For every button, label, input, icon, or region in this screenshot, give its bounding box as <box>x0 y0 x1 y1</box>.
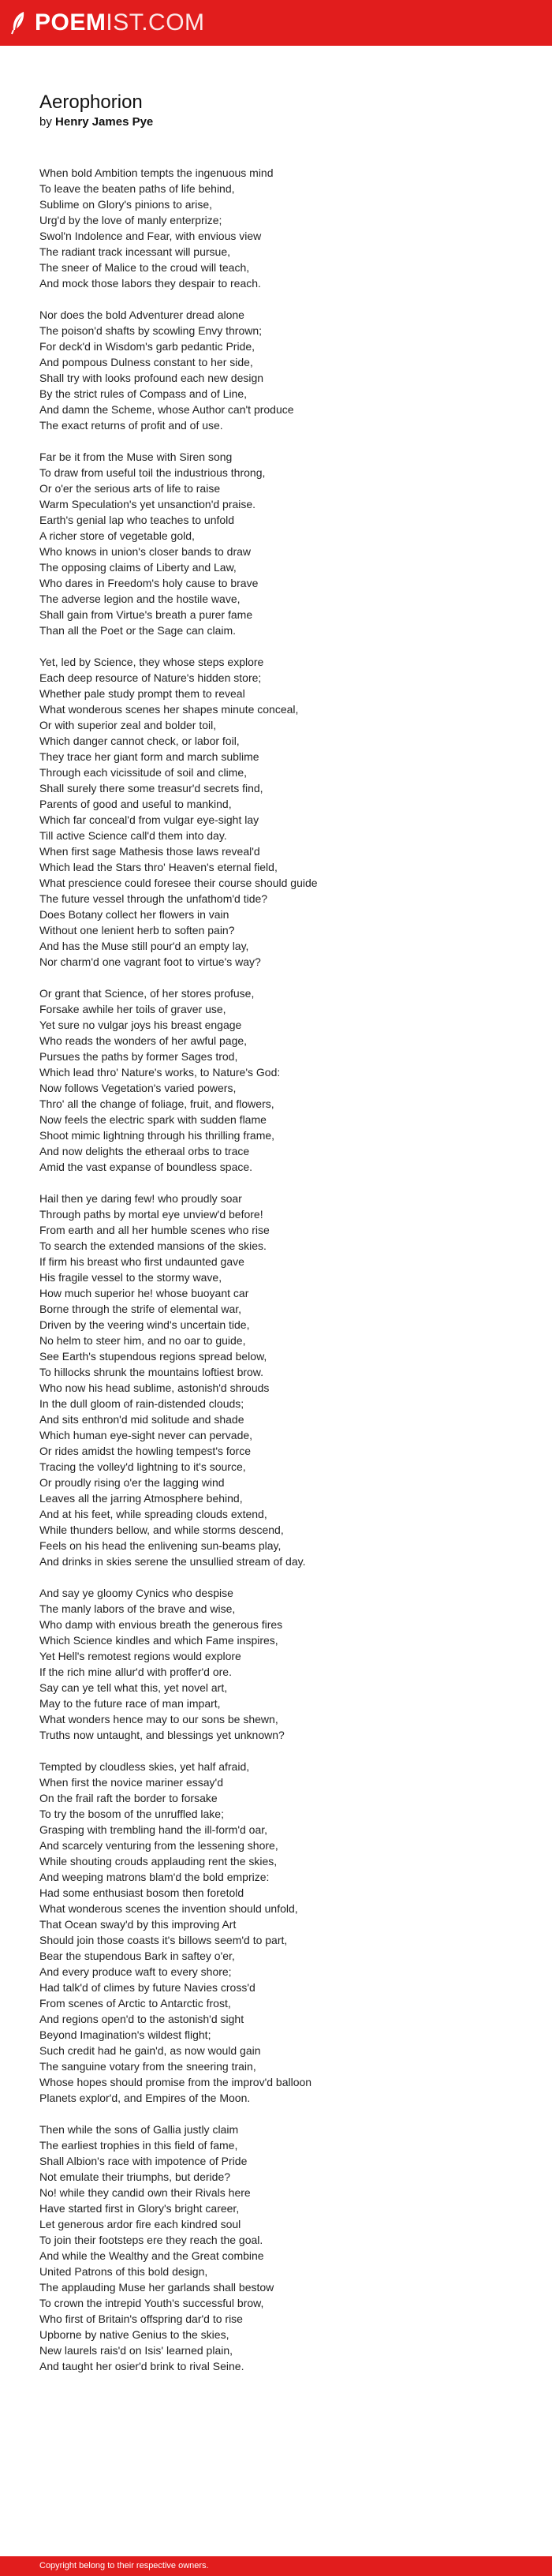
stanza: Yet, led by Science, they whose steps explore Each deep resource of Nature's hidden store; Whether pale study prompt them to reveal What wonderous scenes her shapes minute conceal, Or with superior zeal and bolder toil, Which danger cannot check, or labor foil, They trace her giant form and march sublime Through each vicissitude of soil and clime, Shall surely there some treasur'd secrets find, Parents of good and useful to mankind, Which far conceal'd from vulgar eye-sight lay Till active Science call'd them into day. When first sage Mathesis those laws reveal'd Which lead the Stars thro' Heaven's eternal field, What prescience could foresee their course should guide The future vessel through the unfathom'd tide? Does Botany collect her flowers in vain Without one lenient herb to soften pain? And has the Muse still pour'd an empty lay, Nor charm'd one vagrant foot to virtue's way? <box>39 656 318 968</box>
copyright-text: Copyright belong to their respective owners. <box>39 2561 209 2570</box>
stanza: When bold Ambition tempts the ingenuous mind To leave the beaten paths of life behind, Sublime on Glory's pinions to arise, Urg'd by the love of manly enterprize; Swol'n Indolence and Fear, with envious view The radiant track incessant will pursue, The sneer of Malice to the croud will teach, And mock those labors they despair to reach. <box>39 166 274 290</box>
site-header <box>0 0 552 46</box>
feather-quill-icon[interactable] <box>9 11 27 35</box>
poem-body <box>39 165 513 2374</box>
logo-light-text: IST.COM <box>106 9 205 36</box>
site-logo[interactable] <box>35 11 205 35</box>
stanza: Nor does the bold Adventurer dread alone The poison'd shafts by scowling Envy thrown; For deck'd in Wisdom's garb pedantic Pride, And pompous Dulness constant to her side, Shall try with looks profound each new design By the strict rules of Compass and of Line, And damn the Scheme, whose Author can't produce The exact returns of profit and of use. <box>39 308 294 432</box>
stanza: Tempted by cloudless skies, yet half afraid, When first the novice mariner essay'd On the frail raft the border to forsake To try the bosom of the unruffled lake; Grasping with trembling hand the ill-form'd oar, And scarcely venturing from the lessening shore, While shouting crouds applauding rent the skies, And weeping matrons blam'd the bold emprize: Had some enthusiast bosom then foretold What wonderous scenes the invention should unfold, That Ocean sway'd by this improving Art Should join those coasts it's billows seem'd to part, Bear the stupendous Bark in saftey o'er, And every produce waft to every shore; Had talk'd of climes by future Navies cross'd From scenes of Arctic to Antarctic frost, And regions open'd to the astonish'd sight Beyond Imagination's wildest flight; Such credit had he gain'd, as now would gain The sanguine votary from the sneering train, Whose hopes should promise from the improv'd balloon Planets explor'd, and Empires of the Moon. <box>39 1760 312 2104</box>
byline-prefix: by <box>39 115 52 129</box>
stanza: Or grant that Science, of her stores profuse, Forsake awhile her toils of graver use, Yet sure no vulgar joys his breast engage Who reads the wonders of her awful page, Pursues the paths by former Sages trod, Which lead thro' Nature's works, to Nature's God: Now follows Vegetation's varied powers, Thro' all the change of foliage, fruit, and flowers, Now feels the electric spark with sudden flame Shoot mimic lightning through his thrilling frame, And now delights the etheraal orbs to trace Amid the vast expanse of boundless space. <box>39 987 281 1173</box>
author-name[interactable]: Henry James Pye <box>55 115 154 129</box>
site-footer <box>0 2556 552 2576</box>
stanza: Then while the sons of Gallia justly claim The earliest trophies in this field of fame, Shall Albion's race with impotence of Pride Not emulate their triumphs, but deride? No! while they candid own their Rivals here Have started first in Glory's bright career, Let generous ardor fire each kindred soul To join their footsteps ere they reach the goal. And while the Wealthy and the Great combine United Patrons of this bold design, The applauding Muse her garlands shall bestow To crown the intrepid Youth's successful brow, Who first of Britain's offspring dar'd to rise Upborne by native Genius to the skies, New laurels rais'd on Isis' learned plain, And taught her osier'd brink to rival Seine. <box>39 2123 274 2372</box>
byline <box>39 115 513 129</box>
stanza: And say ye gloomy Cynics who despise The manly labors of the brave and wise, Who damp with envious breath the generous fires Which Science kindles and which Fame inspires, Yet Hell's remotest regions would explore If the rich mine allur'd with proffer'd ore. Say can ye tell what this, yet novel art, May to the future race of man impart, What wonders hence may to our sons be shewn, Truths now untaught, and blessings yet unknown? <box>39 1587 285 1741</box>
poem-content <box>0 46 552 2421</box>
logo-strong-text: POEM <box>35 9 106 36</box>
stanza: Hail then ye daring few! who proudly soar Through paths by mortal eye unview'd before! From earth and all her humble scenes who rise To search the extended mansions of the skies. If firm his breast who first undaunted gave His fragile vessel to the stormy wave, How much superior he! whose buoyant car Borne through the strife of elemental war, Driven by the veering wind's uncertain tide, No helm to steer him, and no oar to guide, See Earth's stupendous regions spread below, To hillocks shrunk the mountains loftiest brow. Who now his head sublime, astonish'd shrouds In the dull gloom of rain-distended clouds; And sits enthron'd mid solitude and shade Which human eye-sight never can pervade, Or rides amidst the howling tempest's force Tracing the volley'd lightning to it's source, Or proudly rising o'er the lagging wind Leaves all the jarring Atmosphere behind, And at his feet, while spreading clouds extend, While thunders bellow, and while storms descend, Feels on his head the enlivening sun-beams play, And drinks in skies serene the unsullied stream of day. <box>39 1192 306 1568</box>
stanza: Far be it from the Muse with Siren song To draw from useful toil the industrious throng, Or o'er the serious arts of life to raise Warm Speculation's yet unsanction'd praise. Earth's genial lap who teaches to unfold A richer store of vegetable gold, Who knows in union's closer bands to draw The opposing claims of Liberty and Law, Who dares in Freedom's holy cause to brave The adverse legion and the hostile wave, Shall gain from Virtue's breath a purer fame Than all the Poet or the Sage can claim. <box>39 451 266 637</box>
poem-title: Aerophorion <box>39 92 143 113</box>
